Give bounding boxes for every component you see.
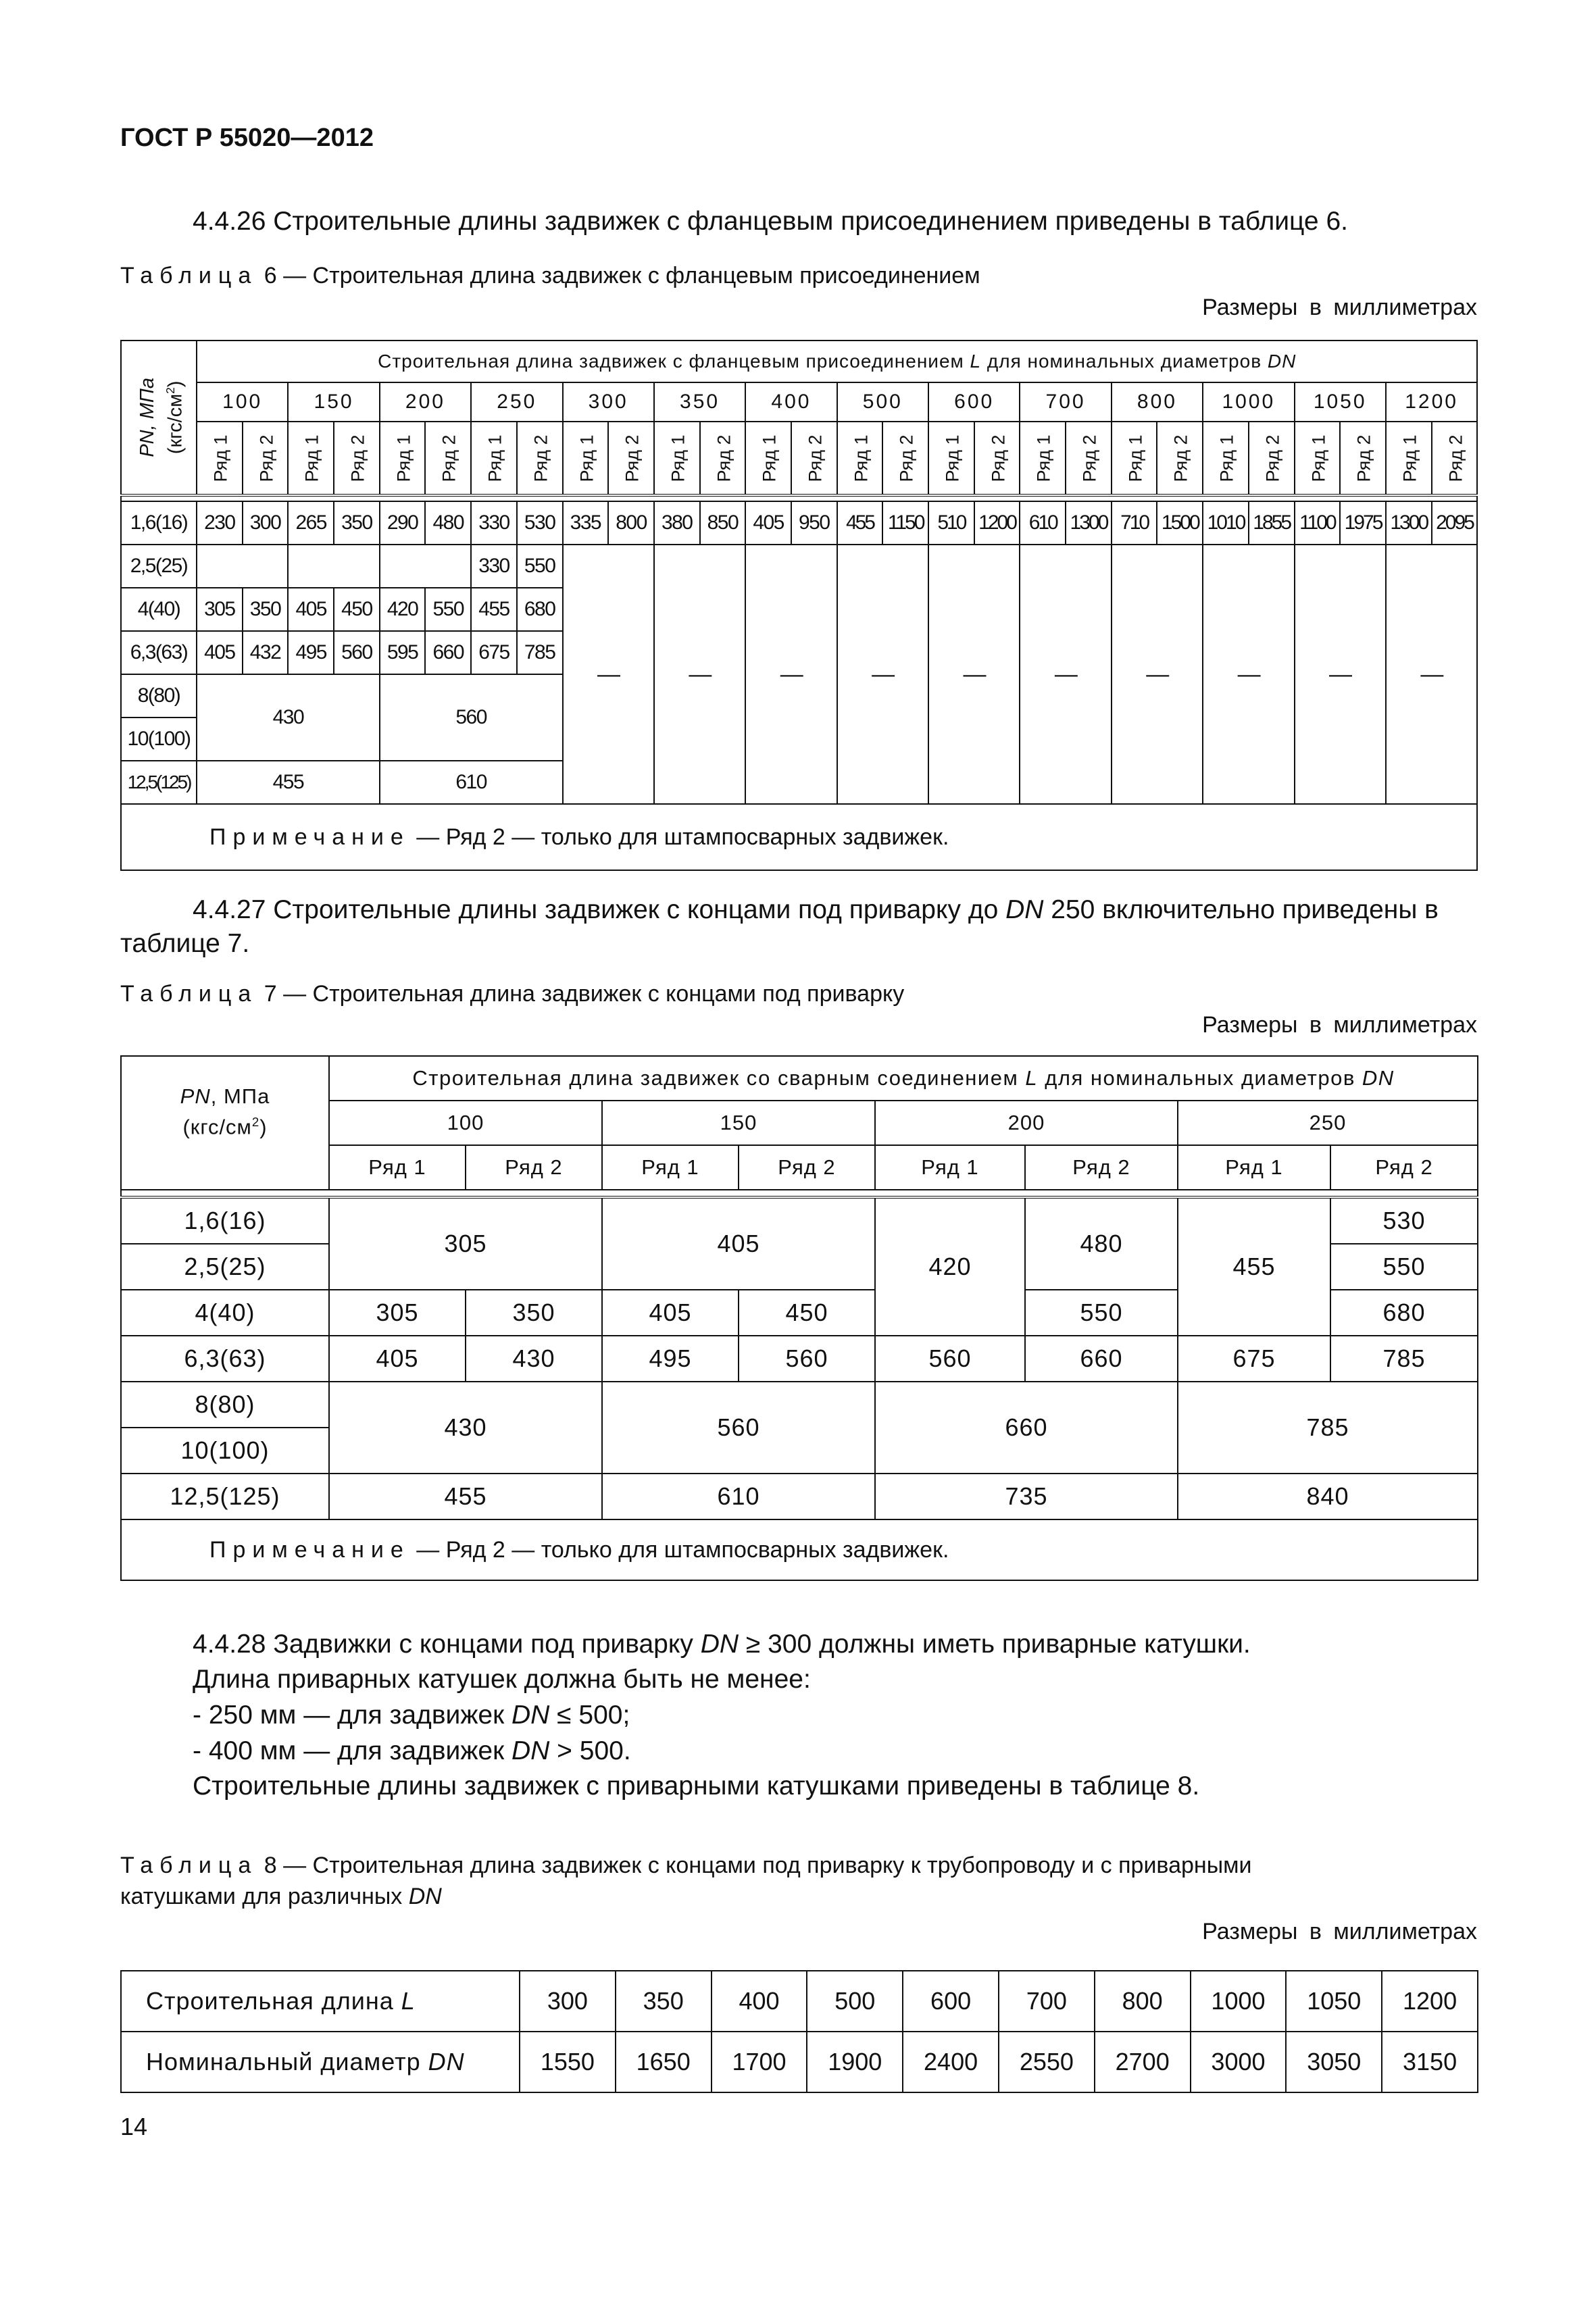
table7-cell: 550 <box>1025 1290 1178 1336</box>
table7-row-label: Ряд 1 <box>602 1145 739 1190</box>
table6-row-label-text: Ряд 2 <box>805 434 826 482</box>
table6-cell: 550 <box>517 545 563 588</box>
table6-row-label-text: Ряд 2 <box>1262 434 1283 482</box>
table7-pn-label: 12,5(125) <box>121 1474 329 1519</box>
table8-cell: 800 <box>1095 1971 1191 2032</box>
table7-cell: 785 <box>1330 1336 1478 1382</box>
table7-row-label: Ряд 2 <box>1330 1145 1478 1190</box>
table6-dn: 150 <box>288 382 379 422</box>
table6-row-label-text: Ряд 2 <box>256 434 277 482</box>
table8-caption-cont: катушками для различных DN <box>120 1884 442 1909</box>
table6-cell: 675 <box>471 631 517 674</box>
table7-cell: 735 <box>875 1474 1178 1519</box>
table6-cell: 455 <box>197 761 380 804</box>
table6-row-label <box>334 422 380 495</box>
table7-cell: 405 <box>602 1290 739 1336</box>
table8-cell: 1650 <box>616 2032 712 2092</box>
table6-empty-cell <box>288 545 379 588</box>
table6-row-label <box>882 422 928 495</box>
table6-row-label <box>974 422 1020 495</box>
table6-row-label <box>1432 422 1478 495</box>
table6-row-label <box>471 422 517 495</box>
table6-row-label-text: Ряд 1 <box>1399 434 1420 482</box>
table6-row-label <box>1203 422 1249 495</box>
paragraph-4-4-28-line1: 4.4.28 Задвижки с концами под приварку DN ≥ 300 должны иметь приварные катушки. <box>193 1630 1251 1659</box>
table6-cell: 800 <box>608 501 654 545</box>
table6-dn: 1000 <box>1203 382 1294 422</box>
table6-dash-cell: — <box>563 545 654 804</box>
table6-cell: 610 <box>1020 501 1066 545</box>
table6-pn-header: PN, МПа $(кгс/см^2)$ <box>121 341 197 495</box>
table7-cell: 530 <box>1330 1197 1478 1244</box>
table7-row-label: Ряд 2 <box>466 1145 602 1190</box>
table8-cell: 1000 <box>1191 1971 1287 2032</box>
table6-dn: 400 <box>745 382 837 422</box>
table6-cell: 1100 <box>1295 501 1341 545</box>
table6-row-label-text: Ряд 1 <box>210 434 231 482</box>
table8-cell: 500 <box>807 1971 903 2032</box>
table7-cell: 560 <box>739 1336 875 1382</box>
table6-cell: 455 <box>837 501 883 545</box>
table6-row-label <box>791 422 837 495</box>
table8-cell: 3050 <box>1286 2032 1382 2092</box>
table7-cell: 610 <box>602 1474 875 1519</box>
document-header: ГОСТ Р 55020—2012 <box>120 124 374 152</box>
table6-row-label <box>243 422 289 495</box>
table6-row-label-text: Ряд 2 <box>1353 434 1374 482</box>
table6-dash-cell: — <box>837 545 928 804</box>
table6-cell: 405 <box>288 588 334 631</box>
table7-units: Размеры в миллиметрах <box>1202 1012 1477 1038</box>
table6-row-label <box>928 422 974 495</box>
table7-row-label: Ряд 1 <box>329 1145 466 1190</box>
table6-cell: 305 <box>197 588 243 631</box>
table6-row-label-text: Ряд 1 <box>851 434 872 482</box>
table6-row-label <box>1386 422 1432 495</box>
table6-cell: 432 <box>243 631 289 674</box>
table6-row-label <box>1112 422 1157 495</box>
table6-cell: 495 <box>288 631 334 674</box>
table6-cell: 230 <box>197 501 243 545</box>
table6-dash-cell: — <box>654 545 745 804</box>
table6-dn: 300 <box>563 382 654 422</box>
table7-row-label: Ряд 2 <box>739 1145 875 1190</box>
paragraph-4-4-28-line5: Строительные длины задвижек с приварными катушками приведены в таблице 8. <box>193 1771 1200 1801</box>
table6-dash-cell: — <box>1112 545 1203 804</box>
table6-row-label-text: Ряд 1 <box>759 434 780 482</box>
table7-row-label: Ряд 2 <box>1025 1145 1178 1190</box>
table6-row-label <box>563 422 609 495</box>
table6-cell: 1975 <box>1340 501 1386 545</box>
table6-dash-cell: — <box>1295 545 1386 804</box>
table7-dn: 100 <box>329 1101 602 1145</box>
table6-dash-cell: — <box>928 545 1020 804</box>
table6-row-label <box>1066 422 1112 495</box>
table6-cell: 330 <box>471 545 517 588</box>
table6-row-label <box>1157 422 1203 495</box>
table6-pn-label: 12,5(125) <box>121 761 197 804</box>
table6-empty-cell <box>380 545 471 588</box>
table8-cell: 350 <box>616 1971 712 2032</box>
table7-dn: 250 <box>1178 1101 1478 1145</box>
table6-cell: 560 <box>334 631 380 674</box>
paragraph-4-4-26: 4.4.26 Строительные длины задвижек с фланцевым присоединением приведены в таблице 6. <box>193 207 1348 236</box>
table6-pn-label: 2,5(25) <box>121 545 197 588</box>
table6-top-header: Строительная длина задвижек с фланцевым присоединением L для номинальных диаметров DN <box>197 341 1477 382</box>
table6-cell: 450 <box>334 588 380 631</box>
paragraph-4-4-27: 4.4.27 Строительные длины задвижек с концами под приварку до DN 250 включительно приведены в <box>193 895 1439 924</box>
table6-cell: 480 <box>425 501 471 545</box>
table6-cell: 660 <box>425 631 471 674</box>
table6-cell: 1150 <box>882 501 928 545</box>
table6-cell: 430 <box>197 674 380 761</box>
table7-pn-label: 8(80) <box>121 1382 329 1428</box>
table6-row-label <box>425 422 471 495</box>
table7-row-label: Ряд 1 <box>875 1145 1025 1190</box>
table6-caption: Таблица 6 — Строительная длина задвижек с фланцевым присоединением <box>120 263 980 288</box>
table6-cell: 680 <box>517 588 563 631</box>
table7-pn-label: 2,5(25) <box>121 1244 329 1290</box>
table6-cell: 530 <box>517 501 563 545</box>
table6-cell: 265 <box>288 501 334 545</box>
table6-row-label <box>654 422 700 495</box>
table6-row-label <box>1249 422 1295 495</box>
table7-cell: 405 <box>602 1197 875 1290</box>
table6-dn: 100 <box>197 382 288 422</box>
table6-row-label <box>197 422 243 495</box>
table8-cell: 1550 <box>520 2032 616 2092</box>
table6-row-label-text: Ряд 2 <box>896 434 917 482</box>
table7-cell: 480 <box>1025 1197 1178 1290</box>
table6-note: Примечание — Ряд 2 — только для штампосварных задвижек. <box>121 804 1477 870</box>
table6-dn: 200 <box>380 382 471 422</box>
table7-caption: Таблица 7 — Строительная длина задвижек с концами под приварку <box>120 981 905 1007</box>
table6-dn: 800 <box>1112 382 1203 422</box>
table6-row-label-text: Ряд 2 <box>988 434 1009 482</box>
table7-cell: 675 <box>1178 1336 1330 1382</box>
table6-row-label-text: Ряд 1 <box>1308 434 1329 482</box>
table7-cell: 420 <box>875 1197 1025 1336</box>
table6-dn: 500 <box>837 382 928 422</box>
table6-row-label <box>1340 422 1386 495</box>
table6-row-label <box>745 422 791 495</box>
table8 <box>120 1970 1478 2093</box>
table6-pn-label: 4(40) <box>121 588 197 631</box>
table7-cell: 560 <box>875 1336 1025 1382</box>
table6-cell: 420 <box>380 588 426 631</box>
table7-cell: 350 <box>466 1290 602 1336</box>
table6-cell: 610 <box>380 761 563 804</box>
page-number: 14 <box>120 2113 148 2140</box>
table6-row-label-text: Ряд 2 <box>1170 434 1191 482</box>
table8-cell: 300 <box>520 1971 616 2032</box>
table6-pn-label: 1,6(16) <box>121 501 197 545</box>
table6-row-label-text: Ряд 1 <box>484 434 505 482</box>
table6-units: Размеры в миллиметрах <box>1202 295 1477 320</box>
table6-cell: 290 <box>380 501 426 545</box>
table6-dash-cell: — <box>1020 545 1111 804</box>
table6-row-label <box>700 422 746 495</box>
table7-cell: 430 <box>329 1382 602 1474</box>
table7-cell: 450 <box>739 1290 875 1336</box>
table7-cell: 455 <box>1178 1197 1330 1336</box>
table7-cell: 305 <box>329 1197 602 1290</box>
table6-cell: 1300 <box>1066 501 1112 545</box>
table6-cell: 550 <box>425 588 471 631</box>
table6-cell: 300 <box>243 501 289 545</box>
table6-cell: 405 <box>197 631 243 674</box>
table7-cell: 550 <box>1330 1244 1478 1290</box>
table6-cell: 950 <box>791 501 837 545</box>
table6-cell: 405 <box>745 501 791 545</box>
table6-row-label <box>517 422 563 495</box>
table6-dn: 250 <box>471 382 562 422</box>
table6-cell: 455 <box>471 588 517 631</box>
table7-cell: 660 <box>875 1382 1178 1474</box>
table8-caption: Таблица 8 — Строительная длина задвижек с концами под приварку к трубопроводу и с приварными <box>120 1853 1252 1878</box>
table6-row-label-text: Ряд 2 <box>714 434 734 482</box>
table6-row-label <box>288 422 334 495</box>
table6-row-label-text: Ряд 1 <box>576 434 597 482</box>
table6-cell: 1855 <box>1249 501 1295 545</box>
table6-row-label-text: Ряд 2 <box>530 434 551 482</box>
table7 <box>120 1055 1478 1581</box>
table6-row-label-text: Ряд 2 <box>1445 434 1466 482</box>
table6-row-label-text: Ряд 2 <box>439 434 459 482</box>
table6-cell: 330 <box>471 501 517 545</box>
table6-row-label-text: Ряд 1 <box>1125 434 1146 482</box>
table7-dn: 150 <box>602 1101 875 1145</box>
table7-cell: 560 <box>602 1382 875 1474</box>
table7-row-label: Ряд 1 <box>1178 1145 1330 1190</box>
paragraph-4-4-28-line3: - 250 мм — для задвижек DN ≤ 500; <box>193 1701 630 1730</box>
table6-cell: 510 <box>928 501 974 545</box>
table7-cell: 680 <box>1330 1290 1478 1336</box>
table8-cell: 3150 <box>1382 2032 1478 2092</box>
table6-row-label-text: Ряд 2 <box>347 434 368 482</box>
table7-pn-label: 6,3(63) <box>121 1336 329 1382</box>
table8-cell: 400 <box>712 1971 807 2032</box>
table6-row-label <box>1295 422 1341 495</box>
table6-cell: 350 <box>334 501 380 545</box>
table6-pn-label: 6,3(63) <box>121 631 197 674</box>
table6-cell: 595 <box>380 631 426 674</box>
table8-cell: 1900 <box>807 2032 903 2092</box>
table6-dn: 600 <box>928 382 1020 422</box>
table7-top-header: Строительная длина задвижек со сварным соединением L для номинальных диаметров DN <box>329 1056 1478 1101</box>
table7-cell: 405 <box>329 1336 466 1382</box>
table8-cell: 1050 <box>1286 1971 1382 2032</box>
table6-row-label-text: Ряд 1 <box>942 434 963 482</box>
table7-dn: 200 <box>875 1101 1178 1145</box>
table6-cell: 1300 <box>1386 501 1432 545</box>
table6-row-label <box>608 422 654 495</box>
table6 <box>120 340 1478 871</box>
table6-cell: 785 <box>517 631 563 674</box>
table7-pn-label: 4(40) <box>121 1290 329 1336</box>
table6-cell: 1500 <box>1157 501 1203 545</box>
table8-cell: 600 <box>903 1971 999 2032</box>
table7-pn-header: PN, МПа $(кгс/см^2)$ <box>121 1056 329 1190</box>
table6-row-label <box>837 422 883 495</box>
paragraph-4-4-27-cont: таблице 7. <box>120 929 250 958</box>
table6-dash-cell: — <box>1386 545 1478 804</box>
table6-row-label <box>380 422 426 495</box>
table7-pn-label: 10(100) <box>121 1428 329 1474</box>
table6-pn-label: 10(100) <box>121 718 197 761</box>
table8-cell: 2550 <box>999 2032 1095 2092</box>
table6-cell: 1200 <box>974 501 1020 545</box>
table7-cell: 430 <box>466 1336 602 1382</box>
table7-cell: 305 <box>329 1290 466 1336</box>
paragraph-4-4-28-line4: - 400 мм — для задвижек DN > 500. <box>193 1736 631 1765</box>
table6-row-label-text: Ряд 1 <box>668 434 689 482</box>
table6-cell: 850 <box>700 501 746 545</box>
table6-row-label-text: Ряд 1 <box>1033 434 1054 482</box>
table8-cell: 700 <box>999 1971 1095 2032</box>
table7-cell: 785 <box>1178 1382 1478 1474</box>
table6-row-label-text: Ряд 1 <box>301 434 322 482</box>
table6-dn: 1050 <box>1295 382 1386 422</box>
table6-row-label <box>1020 422 1066 495</box>
table8-units: Размеры в миллиметрах <box>1202 1919 1477 1944</box>
table6-cell: 335 <box>563 501 609 545</box>
table7-note: Примечание — Ряд 2 — только для штампосварных задвижек. <box>121 1519 1478 1580</box>
table6-cell: 710 <box>1112 501 1157 545</box>
table8-row-label: Строительная длина L <box>121 1971 520 2032</box>
table6-cell: 380 <box>654 501 700 545</box>
table8-cell: 1700 <box>712 2032 807 2092</box>
table7-cell: 455 <box>329 1474 602 1519</box>
table7-cell: 840 <box>1178 1474 1478 1519</box>
table8-cell: 2400 <box>903 2032 999 2092</box>
table6-cell: 1010 <box>1203 501 1249 545</box>
table6-row-label-text: Ряд 2 <box>622 434 643 482</box>
table6-dn: 1200 <box>1386 382 1478 422</box>
table6-dn: 700 <box>1020 382 1111 422</box>
table6-empty-cell <box>197 545 288 588</box>
table6-row-label-text: Ряд 1 <box>393 434 414 482</box>
table6-pn-label: 8(80) <box>121 674 197 718</box>
table6-cell: 350 <box>243 588 289 631</box>
table6-dash-cell: — <box>1203 545 1294 804</box>
table6-cell: 560 <box>380 674 563 761</box>
table8-cell: 2700 <box>1095 2032 1191 2092</box>
table7-cell: 495 <box>602 1336 739 1382</box>
table8-cell: 3000 <box>1191 2032 1287 2092</box>
table6-dash-cell: — <box>745 545 837 804</box>
table6-dn: 350 <box>654 382 745 422</box>
table8-cell: 1200 <box>1382 1971 1478 2032</box>
table8-row-label: Номинальный диаметр DN <box>121 2032 520 2092</box>
table6-row-label-text: Ряд 2 <box>1079 434 1100 482</box>
table7-pn-label: 1,6(16) <box>121 1197 329 1244</box>
table7-cell: 660 <box>1025 1336 1178 1382</box>
paragraph-4-4-28-line2: Длина приварных катушек должна быть не менее: <box>193 1665 811 1694</box>
table6-cell: 2095 <box>1432 501 1478 545</box>
table6-row-label-text: Ряд 1 <box>1216 434 1237 482</box>
